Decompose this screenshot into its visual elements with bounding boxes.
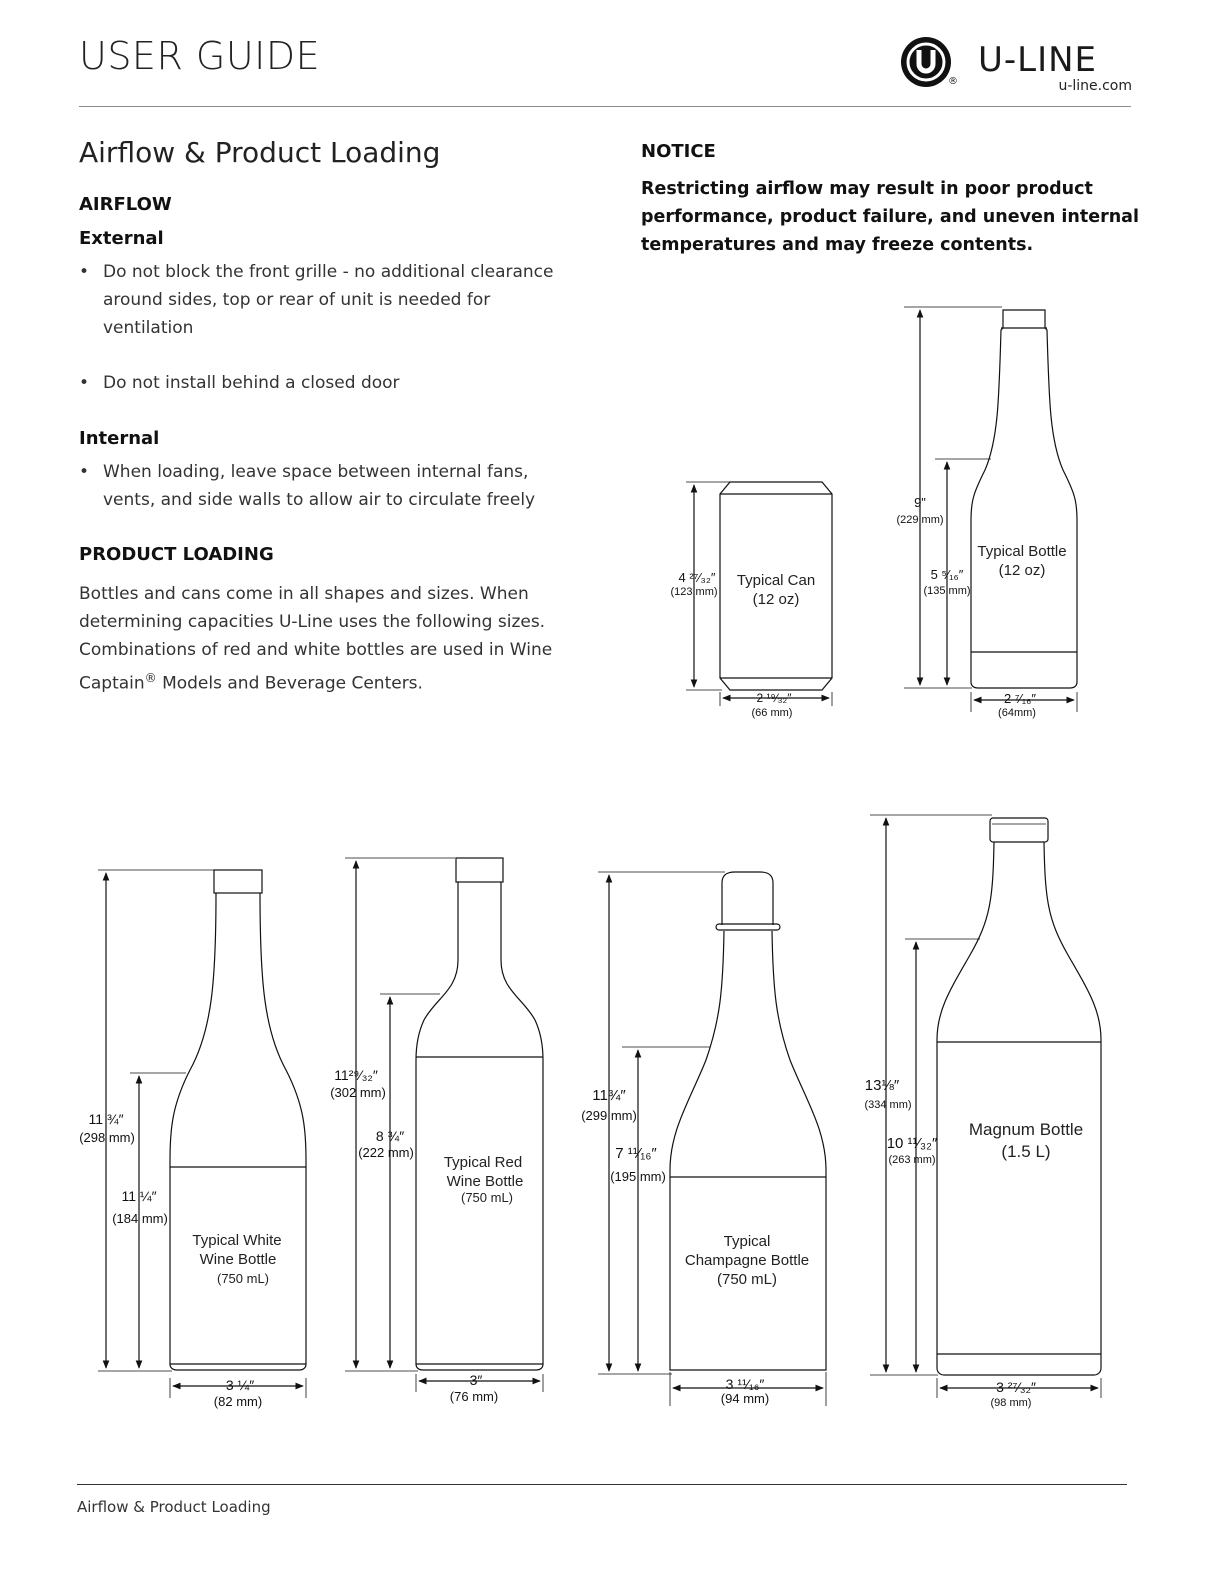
document-title: USER GUIDE — [79, 34, 321, 78]
red-shoulder: 8 ¾″ — [375, 1128, 405, 1144]
can-label-1: Typical Can — [736, 572, 816, 589]
white-height: 11 ¾″ — [88, 1111, 124, 1127]
registered-mark: ® — [948, 76, 958, 87]
can-figure — [670, 482, 832, 719]
magnum-shoulder-mm: (263 mm) — [888, 1154, 936, 1166]
white-height-mm: (298 mm) — [79, 1130, 135, 1145]
magnum-cap — [990, 818, 1048, 842]
beer-width: 2 ⁷⁄₁₆″ — [1004, 691, 1036, 706]
beer-width-mm: (64mm) — [998, 707, 1036, 719]
white-label-1: Typical White — [192, 1232, 282, 1249]
red-label-3: (750 mL) — [460, 1190, 514, 1205]
champagne-shoulder-mm: (195 mm) — [610, 1169, 666, 1184]
brand-url: u-line.com — [1058, 78, 1132, 94]
champagne-width-mm: (94 mm) — [720, 1391, 770, 1406]
champagne-label-3: (750 mL) — [716, 1271, 778, 1288]
product-loading-heading: PRODUCT LOADING — [79, 544, 274, 565]
brand-name: U-LINE — [978, 40, 1098, 80]
red-height: 11²⁹⁄₃₂″ — [334, 1067, 378, 1083]
can-height: 4 ²⁷⁄₃₂″ — [678, 570, 716, 585]
beer-shoulder: 5 ⁵⁄₁₆″ — [930, 567, 964, 582]
footer-text: Airflow & Product Loading — [77, 1498, 271, 1516]
magnum-label-2: (1.5 L) — [1001, 1142, 1051, 1161]
red-width: 3″ — [469, 1372, 483, 1388]
champagne-height-mm: (299 mm) — [581, 1108, 637, 1123]
champagne-cap — [722, 872, 773, 925]
white-label-3: (750 mL) — [216, 1271, 270, 1286]
beer-label-1: Typical Bottle — [977, 543, 1067, 560]
red-width-mm: (76 mm) — [449, 1389, 499, 1404]
internal-heading: Internal — [79, 428, 160, 449]
notice-heading: NOTICE — [641, 141, 716, 162]
red-label-2: Wine Bottle — [446, 1173, 524, 1190]
champagne-label-2: Champagne Bottle — [684, 1252, 810, 1269]
white-shoulder-mm: (184 mm) — [112, 1211, 168, 1226]
can-width-mm: (66 mm) — [751, 707, 793, 719]
champagne-height: 11¾″ — [592, 1087, 626, 1104]
beer-height: 9" — [914, 495, 926, 510]
magnum-height: 13⅛″ — [864, 1077, 900, 1094]
red-label-1: Typical Red — [443, 1154, 523, 1171]
red-wine-bottle-outline — [416, 882, 543, 1370]
white-wine-bottle-figure — [79, 870, 306, 1409]
champagne-bottle-outline — [670, 931, 826, 1370]
red-wine-bottle-figure — [330, 858, 543, 1404]
white-shoulder: 11 ¼″ — [121, 1188, 157, 1204]
red-height-mm: (302 mm) — [330, 1085, 386, 1100]
beer-height-mm: (229 mm) — [896, 514, 944, 526]
beer-bottle-outline — [971, 310, 1077, 688]
white-width-mm: (82 mm) — [213, 1394, 263, 1409]
external-bullet-1: • Do not block the front grille - no additional clearance around sides, top or rear of unit is needed for ventilation — [79, 258, 559, 342]
champagne-bottle-figure — [581, 872, 826, 1406]
white-width: 3 ¼″ — [225, 1377, 255, 1393]
magnum-shoulder: 10 ¹¹⁄₃₂″ — [886, 1135, 938, 1152]
product-loading-text: Bottles and cans come in all shapes and sizes. When determining capacities U-Line uses the following sizes. Combinations of red and white bottles are used in Wine Captain® Models and Beverage Centers. — [79, 584, 553, 694]
magnum-bottle-figure — [864, 815, 1101, 1409]
red-shoulder-mm: (222 mm) — [358, 1145, 414, 1160]
external-heading: External — [79, 228, 164, 249]
white-wine-bottle-outline — [170, 893, 306, 1370]
registered-mark: ® — [144, 671, 157, 685]
white-wine-cap — [214, 870, 262, 893]
external-bullet-2: • Do not install behind a closed door — [79, 369, 559, 397]
section-title: Airflow & Product Loading — [79, 136, 441, 169]
champagne-label-1: Typical — [723, 1233, 771, 1250]
champagne-width: 3 ¹¹⁄₁₆″ — [725, 1376, 765, 1392]
notice-text: Restricting airflow may result in poor product performance, product failure, and uneven internal temperatures and may freeze contents. — [641, 179, 1139, 255]
champagne-shoulder: 7 ¹¹⁄₁₆″ — [615, 1145, 657, 1162]
beer-label-2: (12 oz) — [998, 562, 1046, 579]
footer-rule — [77, 1484, 1127, 1485]
magnum-width-mm: (98 mm) — [990, 1397, 1032, 1409]
can-height-mm: (123 mm) — [670, 586, 718, 598]
magnum-width: 3 ²⁷⁄₃₂″ — [996, 1379, 1036, 1395]
internal-bullet-1: • When loading, leave space between internal fans, vents, and side walls to allow air to circulate freely — [79, 458, 559, 514]
magnum-label-1: Magnum Bottle — [968, 1120, 1084, 1139]
can-width: 2 ¹⁹⁄₃₂″ — [756, 691, 792, 705]
magnum-height-mm: (334 mm) — [864, 1099, 912, 1111]
beer-bottle-figure — [896, 307, 1077, 719]
can-label-2: (12 oz) — [752, 591, 800, 608]
magnum-bottle-outline — [937, 842, 1101, 1375]
airflow-heading: AIRFLOW — [79, 194, 172, 215]
beer-shoulder-mm: (135 mm) — [923, 585, 971, 597]
red-wine-cap — [456, 858, 503, 882]
white-label-2: Wine Bottle — [199, 1251, 277, 1268]
